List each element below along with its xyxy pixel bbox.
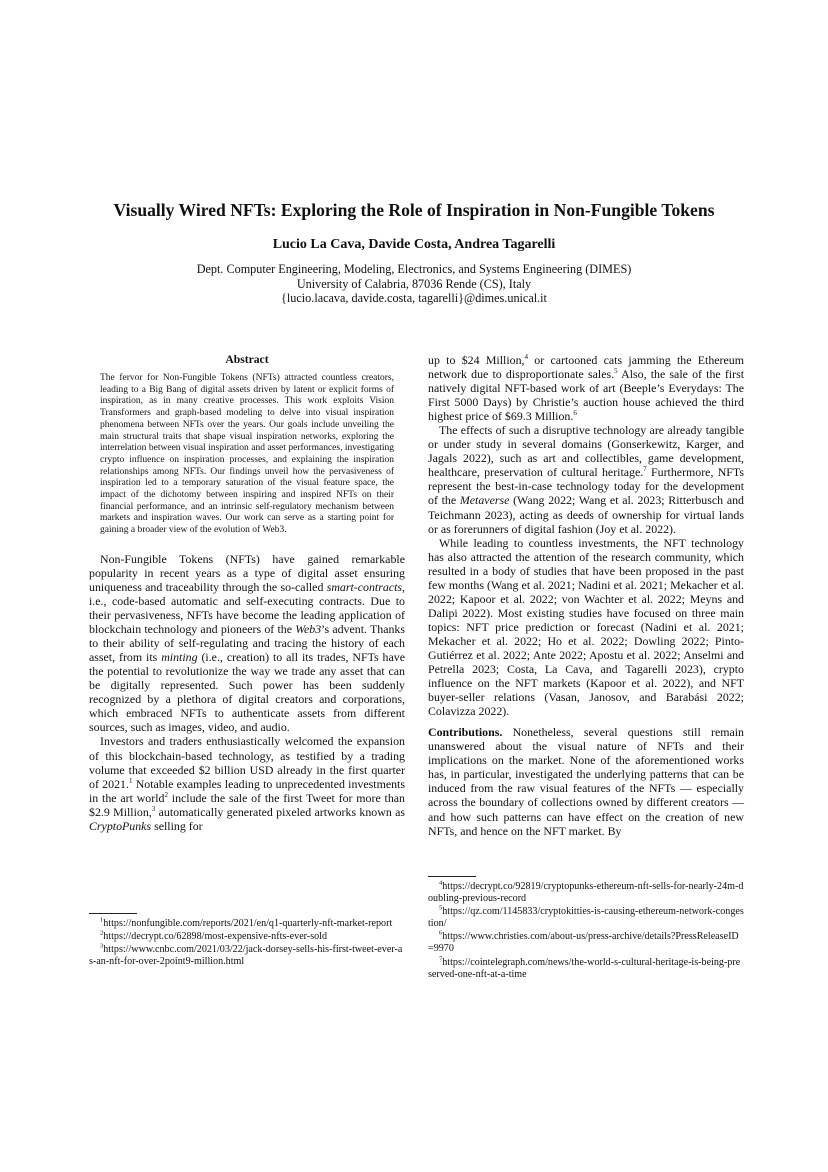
footnote-number: 3 (100, 942, 104, 950)
footnote-number: 6 (439, 930, 443, 938)
footnote (428, 931, 744, 955)
footnote (89, 944, 405, 968)
text-span: , i.e., code-based automatic and self-executing contracts. Due to their pervasiveness, NFTs have become the leading application of blockchain technology and pioneers of the (89, 579, 405, 637)
contributions-paragraph (428, 725, 744, 837)
intro-paragraph-continued (428, 353, 744, 423)
footnote-ref: 4 (524, 353, 528, 362)
text-span: Notable examples leading to unprecedented investments in the art world (89, 776, 405, 805)
text-span: Non-Fungible Tokens (NFTs) have gained remarkable popularity in recent years as a type of digital asset ensuring uniqueness and traceability through the so-called (89, 551, 405, 594)
text-span: (Wang 2022; Wang et al. 2023; Ritterbusch and Teichmann 2023), acting as deeds of ownership for virtual lands or as forerunners of digital fashion (Joy et al. 2022). (428, 493, 744, 536)
abstract-body: The fervor for Non-Fungible Tokens (NFTs) attracted countless creators, leading to a Big Bang of digital assets driven by latent or explicit forms of inspiration, as in many creative processes. This work exploits Vision Transformers and graph-based modeling to delve into visual inspiration phenomena between NFTs over the years. Our goals include unveiling the main structural traits that shape visual inspiration networks, exploring the interrelation between visual inspiration and asset performances, investigating crypto influence on inspiration processes, and explaining the inspiration relationships among NFTs. Our findings unveil how the pervasiveness of inspiration led to a temporary saturation of the visual feature space, the impact of the dichotomy between inspiring and inspired NFTs on their financial performance, and an intrinsic self-regulatory mechanism between markets and inspiration waves. Our work can serve as a starting point for gaining a broader view of the evolution of Web3. (100, 373, 394, 536)
footnote-ref: 1 (128, 776, 133, 785)
right-column (428, 353, 744, 838)
footnote-ref: 3 (151, 804, 156, 813)
paper-title: Visually Wired NFTs: Exploring the Role of Inspiration in Non-Fungible Tokens (113, 200, 715, 220)
footnote-url: https://nonfungible.com/reports/2021/en/q1-quarterly-nft-market-report (103, 918, 393, 929)
footnote-url: https://qz.com/1145833/cryptokitties-is-causing-ethereum-network-congestion/ (428, 906, 744, 930)
affiliation-university: University of Calabria, 87036 Rende (CS), Italy (296, 276, 532, 291)
text-span: or cartooned cats jamming the Ethereum network due to disproportionate sales. (428, 353, 744, 382)
footnote-number: 7 (439, 955, 443, 963)
text-span: automatically generated pixeled artworks known as (155, 804, 405, 819)
footnote-number: 1 (100, 916, 104, 924)
footnote-number: 4 (439, 879, 443, 887)
author-affiliation (40, 262, 788, 306)
footnote-number: 5 (439, 904, 443, 912)
text-span: (i.e., creation) to all its trades, NFTs have the potential to revolutionize the way we trade any asset that can be digitally represented. Such power has been suddenly recognized by a plethora of digital creators and corporations, which embraced NFTs to authenticate assets from different sources, such as images, video, and audio. (89, 650, 405, 735)
contributions-heading: Contributions. (428, 725, 503, 740)
footnote (428, 957, 744, 981)
footnote (428, 906, 744, 930)
footnote-divider (89, 913, 137, 914)
emphasis-term: Metaverse (459, 493, 510, 508)
footnote-ref: 5 (614, 367, 618, 376)
affiliation-department: Dept. Computer Engineering, Modeling, Electronics, and Systems Engineering (DIMES) (196, 262, 632, 276)
text-span: The effects of such a disruptive technology are already tangible or under study in several domains (Gonserkewitz, Karger, and Jagals 2022), such as art and collectibles, game development, healthcare, preservation of cultural heritage. (428, 423, 744, 480)
footnote-ref: 6 (573, 409, 577, 418)
text-span: Nonetheless, several questions still remain unanswered about the visual nature of NFTs and their implications on the market. None of the aforementioned works has, in particular, investigated the underlying patterns that can be induced from the raw visual features of the NFTs — especially across the boundary of collections owned by different creators — and how such patterns can have effect on the creation of new NFTs, and hence on the NFT market. By (428, 725, 744, 838)
intro-paragraph-2 (89, 734, 405, 832)
footnote-url: https://decrypt.co/92819/cryptopunks-ethereum-nft-sells-for-nearly-24m-doubling-previous-record (428, 881, 744, 905)
footnote (428, 881, 744, 905)
footnote-url: https://www.cnbc.com/2021/03/22/jack-dorsey-sells-his-first-tweet-ever-as-an-nft-for-over-2point9-million.html (89, 944, 403, 968)
footnote-number: 2 (100, 929, 104, 937)
text-span: up to $24 Million, (428, 353, 525, 367)
footnote (89, 931, 405, 943)
intro-paragraph-3 (428, 423, 744, 535)
footnotes-right (428, 876, 744, 982)
footnotes-left (89, 913, 405, 969)
text-span: Investors and traders enthusiastically welcomed the expansion of this blockchain-based technology, as testified by a trading volume that exceeded $2 billion USD already in the first quarter of 2021. (89, 734, 405, 791)
footnote-ref: 2 (164, 790, 168, 799)
emphasis-term: smart-contracts (326, 579, 403, 594)
abstract-heading: Abstract (225, 353, 269, 366)
intro-paragraph-1 (89, 552, 405, 735)
footnote-ref: 7 (643, 465, 647, 474)
footnote-divider (428, 876, 476, 877)
emphasis-term: CryptoPunks (89, 818, 152, 833)
footnote-url: https://www.christies.com/about-us/press-archive/details?PressReleaseID=9970 (428, 931, 739, 955)
emphasis-term: minting (161, 650, 198, 665)
text-span: Furthermore, NFTs represent the best-in-case technology today for the development of the (428, 465, 744, 508)
affiliation-emails: {lucio.lacava, davide.costa, tagarelli}@dimes.unical.it (281, 291, 547, 306)
intro-paragraph-4: While leading to countless investments, the NFT technology has also attracted the attention of the research community, which resulted in a body of studies that have been proposed in the past few months (Wang et al. 2021; Nadini et al. 2021; Mekacher et al. 2022; Kapoor et al. 2022; von Wachter et al. 2022; Meyns and Dalipi 2022). Most existing studies have focused on three main topics: NFT price prediction or forecast (Nadini et al. 2021; Mekacher et al. 2022; Ho et al. 2022; Dowling 2022; Pinto-Gutiérrez et al. 2022; Ante 2022; Apostu et al. 2022; Anselmi and Petrella 2023; Costa, La Cava, and Tagarelli 2023), crypto influence on the NFT markets (Kapoor et al. 2022), and NFT buyer-seller relations (Vasan, Janosov, and Barabási 2022; Colavizza 2022). (428, 535, 744, 719)
text-span: Also, the sale of the first natively digital NFT-based work of art (Beeple’s Everydays: The First 5000 Days) by Christie’s auction house achieved the third highest price of $69.3 Million. (428, 367, 744, 424)
footnote-url: https://cointelegraph.com/news/the-world-s-cultural-heritage-is-being-preserved-one-nft-at-a-time (428, 956, 741, 980)
footnote-url: https://decrypt.co/62898/most-expensive-nfts-ever-sold (103, 931, 328, 943)
left-column (89, 353, 405, 833)
footnote (89, 918, 405, 930)
text-span: ’s advent. Thanks to their ability of self-regulating and tracing the history of each asset, from its (89, 622, 405, 665)
text-span: include the sale of the first Tweet for more than $2.9 Million, (89, 790, 405, 819)
emphasis-term: Web3 (295, 622, 322, 637)
paper-authors: Lucio La Cava, Davide Costa, Andrea Tagarelli (272, 237, 556, 252)
text-span: selling for (151, 818, 203, 833)
